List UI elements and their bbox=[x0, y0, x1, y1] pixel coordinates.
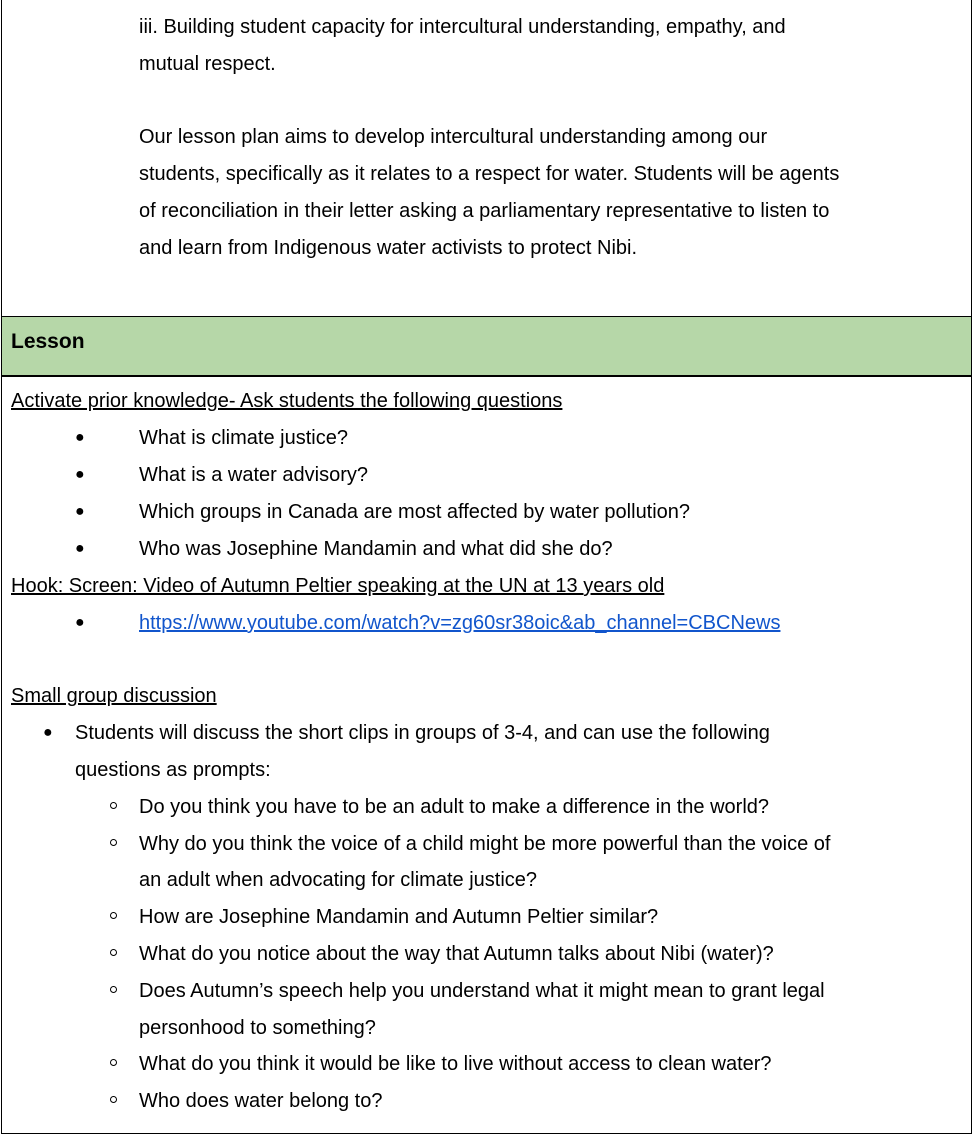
small-group-heading: Small group discussion bbox=[11, 685, 217, 707]
small-group-intro-line2: questions as prompts: bbox=[75, 759, 271, 781]
bullet-circle-icon bbox=[110, 802, 117, 809]
discussion-prompt: Do you think you have to be an adult to make a difference in the world? bbox=[139, 796, 770, 818]
discussion-prompt: Does Autumn’s speech help you understand what it might mean to grant legal bbox=[139, 980, 825, 1002]
discussion-prompt: Who does water belong to? bbox=[139, 1090, 383, 1112]
bullet-disc-icon: ● bbox=[75, 503, 85, 520]
bullet-circle-icon bbox=[110, 986, 117, 993]
hook-video-link[interactable]: https://www.youtube.com/watch?v=zg60sr38oic&ab_channel=CBCNews bbox=[139, 612, 781, 634]
activate-question: Who was Josephine Mandamin and what did she do? bbox=[139, 538, 613, 560]
objectives-cell bbox=[1, 0, 972, 318]
lesson-header-title: Lesson bbox=[11, 330, 85, 353]
intro-paragraph-line: of reconciliation in their letter asking a parliamentary representative to listen to bbox=[139, 200, 830, 222]
bullet-disc-icon: ● bbox=[75, 466, 85, 483]
discussion-prompt-continued: an adult when advocating for climate justice? bbox=[139, 869, 538, 891]
discussion-prompt-continued: personhood to something? bbox=[139, 1017, 376, 1039]
activate-question: What is a water advisory? bbox=[139, 464, 368, 486]
bullet-circle-icon bbox=[110, 1096, 117, 1103]
hook-heading: Hook: Screen: Video of Autumn Peltier speaking at the UN at 13 years old bbox=[11, 575, 665, 597]
objective-item-iii-line1: iii. Building student capacity for intercultural understanding, empathy, and bbox=[139, 16, 786, 38]
intro-paragraph-line: and learn from Indigenous water activists to protect Nibi. bbox=[139, 237, 638, 259]
activate-question: What is climate justice? bbox=[139, 427, 348, 449]
intro-paragraph-line: students, specifically as it relates to a respect for water. Students will be agents bbox=[139, 163, 840, 185]
intro-paragraph-line: Our lesson plan aims to develop intercultural understanding among our bbox=[139, 126, 768, 148]
activate-question: Which groups in Canada are most affected by water pollution? bbox=[139, 501, 691, 523]
bullet-disc-icon: ● bbox=[75, 540, 85, 557]
objective-item-iii-line2: mutual respect. bbox=[139, 53, 276, 75]
small-group-intro-line1: Students will discuss the short clips in groups of 3-4, and can use the following bbox=[75, 722, 770, 744]
activate-prior-knowledge-heading: Activate prior knowledge- Ask students the following questions bbox=[11, 390, 563, 412]
discussion-prompt: Why do you think the voice of a child might be more powerful than the voice of bbox=[139, 833, 831, 855]
discussion-prompt: How are Josephine Mandamin and Autumn Peltier similar? bbox=[139, 906, 659, 928]
lesson-header-cell bbox=[1, 316, 972, 377]
bullet-circle-icon bbox=[110, 839, 117, 846]
discussion-prompt: What do you notice about the way that Autumn talks about Nibi (water)? bbox=[139, 943, 774, 965]
bullet-circle-icon bbox=[110, 1059, 117, 1066]
bullet-disc-icon: ● bbox=[43, 724, 53, 741]
bullet-circle-icon bbox=[110, 912, 117, 919]
bullet-disc-icon: ● bbox=[75, 429, 85, 446]
bullet-circle-icon bbox=[110, 949, 117, 956]
discussion-prompt: What do you think it would be like to live without access to clean water? bbox=[139, 1053, 772, 1075]
bullet-disc-icon: ● bbox=[75, 614, 85, 631]
